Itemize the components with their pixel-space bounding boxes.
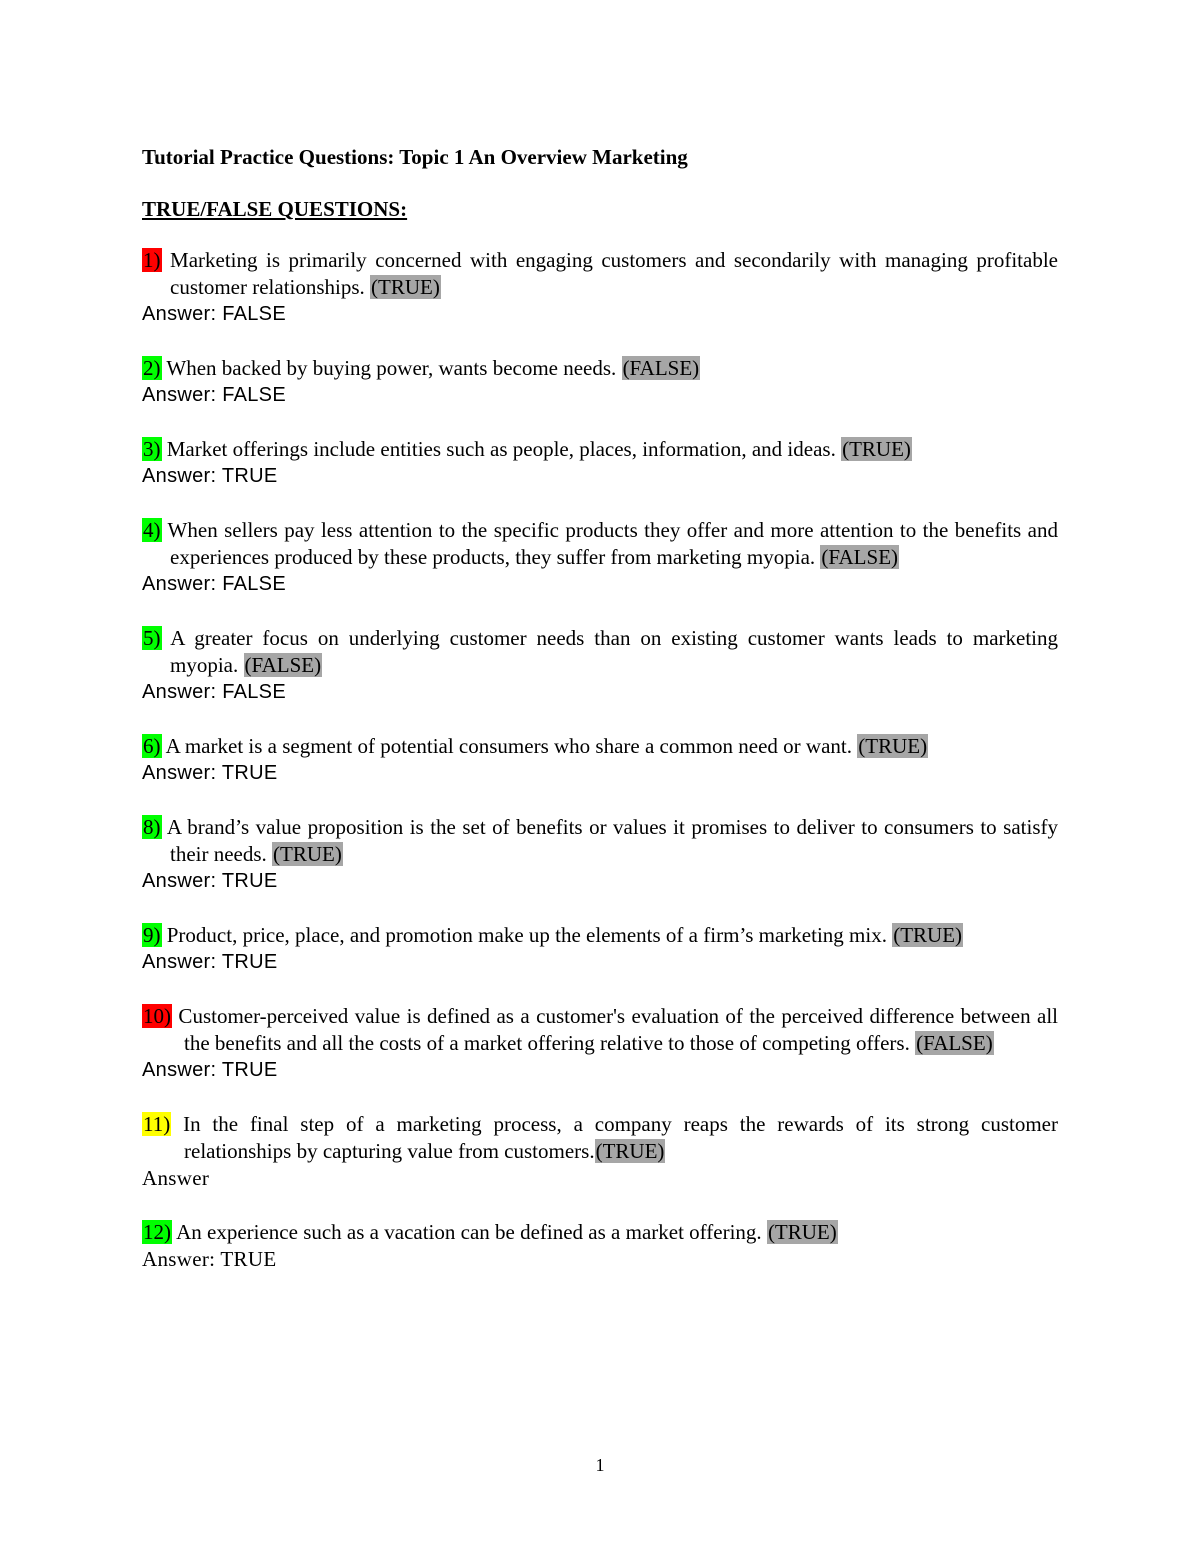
question-tag: (TRUE) xyxy=(273,842,342,866)
question-item xyxy=(142,436,1058,490)
question-text xyxy=(142,1003,1058,1057)
answer-line: Answer: TRUE xyxy=(142,762,278,784)
answer-line: Answer: TRUE xyxy=(142,951,278,973)
question-item xyxy=(142,625,1058,706)
document-page xyxy=(142,140,1058,1300)
question-tag: (TRUE) xyxy=(842,437,911,461)
question-text xyxy=(142,517,1058,571)
question-item xyxy=(142,517,1058,598)
question-tag: (TRUE) xyxy=(595,1139,665,1163)
question-text xyxy=(142,355,1058,382)
answer-line: Answer: TRUE xyxy=(142,1247,277,1271)
section-heading: TRUE/FALSE QUESTIONS: xyxy=(142,197,408,221)
answer-line: Answer xyxy=(142,1166,210,1190)
question-tag: (TRUE) xyxy=(893,923,963,947)
question-tag: (FALSE) xyxy=(821,545,899,569)
question-item xyxy=(142,814,1058,895)
question-tag: (TRUE) xyxy=(858,734,928,758)
question-item xyxy=(142,1003,1058,1084)
question-body: Market offerings include entities such as people, places, information, and ideas. xyxy=(161,437,842,461)
question-number: 5) xyxy=(143,626,161,650)
question-tag: (FALSE) xyxy=(244,653,322,677)
question-number: 10) xyxy=(143,1004,171,1028)
question-body: When backed by buying power, wants become needs. xyxy=(161,356,622,380)
question-number: 2) xyxy=(143,356,161,380)
question-number: 9) xyxy=(143,923,161,947)
question-number: 4) xyxy=(143,518,161,542)
answer-line: Answer: TRUE xyxy=(142,870,278,892)
question-tag: (FALSE) xyxy=(916,1031,993,1055)
question-list xyxy=(142,247,1058,1273)
question-text xyxy=(142,625,1058,679)
question-item xyxy=(142,247,1058,328)
question-item xyxy=(142,355,1058,409)
answer-line: Answer: TRUE xyxy=(142,465,278,487)
question-text xyxy=(142,733,1058,760)
question-number: 6) xyxy=(143,734,161,758)
question-body: A greater focus on underlying customer needs than on existing customer wants leads to marketing myopia. xyxy=(161,626,1058,677)
document-title: Tutorial Practice Questions: Topic 1 An Overview Marketing xyxy=(142,145,688,169)
question-number: 1) xyxy=(143,248,161,272)
question-tag: (TRUE) xyxy=(371,275,440,299)
answer-line: Answer: FALSE xyxy=(142,384,286,406)
question-text xyxy=(142,1219,1058,1246)
question-body: A market is a segment of potential consumers who share a common need or want. xyxy=(161,734,858,758)
question-body: A brand’s value proposition is the set of benefits or values it promises to deliver to consumers to satisfy their needs. xyxy=(161,815,1058,866)
question-number: 8) xyxy=(143,815,161,839)
question-item xyxy=(142,1111,1058,1192)
answer-line: Answer: FALSE xyxy=(142,573,286,595)
question-text xyxy=(142,247,1058,301)
question-body: In the final step of a marketing process, a company reaps the rewards of its strong customer relationships by capturing value from customers. xyxy=(171,1112,1058,1163)
question-text xyxy=(142,1111,1058,1165)
question-number: 12) xyxy=(143,1220,171,1244)
question-item xyxy=(142,733,1058,787)
question-body: An experience such as a vacation can be defined as a market offering. xyxy=(172,1220,767,1244)
question-text xyxy=(142,814,1058,868)
question-body: Product, price, place, and promotion make up the elements of a firm’s marketing mix. xyxy=(161,923,893,947)
question-body: Marketing is primarily concerned with engaging customers and secondarily with managing profitable customer relationships. xyxy=(161,248,1058,299)
question-text xyxy=(142,922,1058,949)
question-item xyxy=(142,1219,1058,1273)
question-tag: (TRUE) xyxy=(767,1220,837,1244)
answer-line: Answer: FALSE xyxy=(142,681,286,703)
answer-line: Answer: FALSE xyxy=(142,303,286,325)
page-number: 1 xyxy=(595,1455,605,1475)
question-number: 3) xyxy=(143,437,161,461)
question-text xyxy=(142,436,1058,463)
question-body: Customer-perceived value is defined as a customer's evaluation of the perceived difference between all the benefits and all the costs of a market offering relative to those of competing offers. xyxy=(172,1004,1058,1055)
question-item xyxy=(142,922,1058,976)
answer-line: Answer: TRUE xyxy=(142,1059,278,1081)
question-body: When sellers pay less attention to the specific products they offer and more attention to the benefits and experiences produced by these products, they suffer from marketing myopia. xyxy=(161,518,1058,569)
question-number: 11) xyxy=(143,1112,171,1136)
question-tag: (FALSE) xyxy=(622,356,700,380)
